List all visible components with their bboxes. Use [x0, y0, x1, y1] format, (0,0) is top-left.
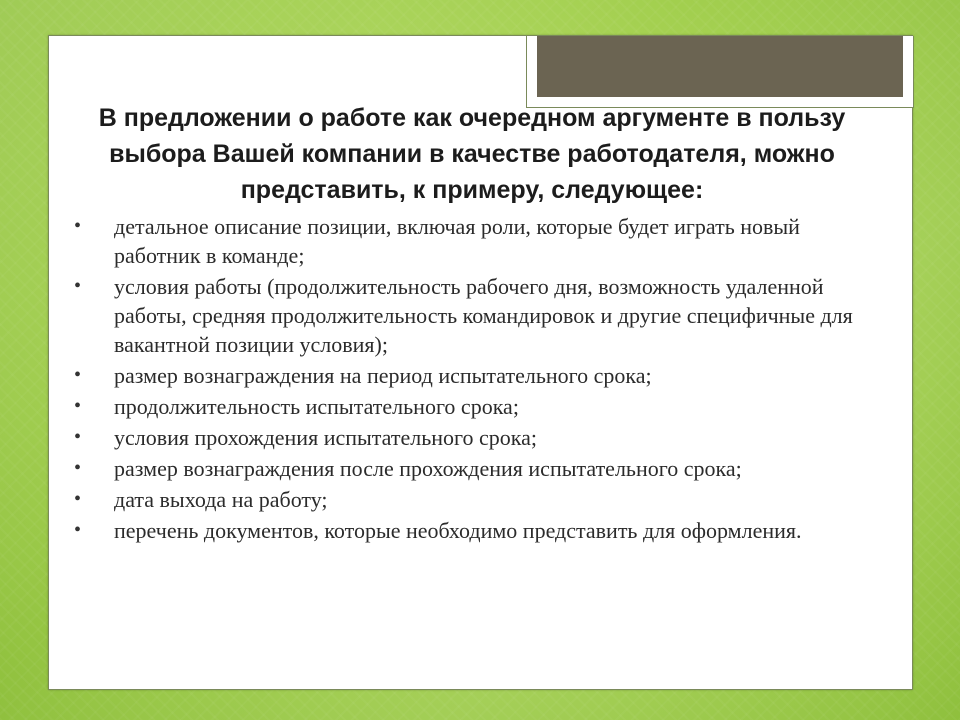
list-item-text: условия работы (продолжительность рабочего дня, возможность удаленной работы, средняя продолжительность командировок и другие специфичные для вакантной позиции условия);: [114, 274, 853, 357]
list-item: [62, 454, 882, 483]
slide-heading: В предложении о работе как очередном аргументе в пользу выбора Вашей компании в качестве работодателя, можно представить, к примеру, следующее:: [98, 104, 846, 204]
bullet-icon: •: [74, 275, 82, 297]
list-item-text: детальное описание позиции, включая роли, которые будет играть новый работник в команде;: [114, 214, 800, 268]
bullet-icon: •: [74, 426, 82, 448]
list-item: [62, 361, 882, 390]
list-item: [62, 485, 882, 514]
title-placeholder-block: [537, 36, 903, 97]
bullet-icon: •: [74, 488, 82, 510]
bullet-icon: •: [74, 215, 82, 237]
bullet-icon: •: [74, 519, 82, 541]
list-item-text: размер вознаграждения после прохождения испытательного срока;: [114, 456, 742, 481]
bullet-icon: •: [74, 457, 82, 479]
list-item: [62, 516, 882, 545]
bullet-icon: •: [74, 364, 82, 386]
list-item: [62, 212, 882, 270]
list-item: [62, 392, 882, 421]
slide-body: [62, 100, 882, 547]
bullet-list: [62, 212, 882, 545]
list-item-text: продолжительность испытательного срока;: [114, 394, 519, 419]
list-item-text: размер вознаграждения на период испытательного срока;: [114, 363, 652, 388]
bullet-icon: •: [74, 395, 82, 417]
list-item-text: условия прохождения испытательного срока;: [114, 425, 537, 450]
list-item-text: перечень документов, которые необходимо представить для оформления.: [114, 518, 802, 543]
list-item-text: дата выхода на работу;: [114, 487, 328, 512]
list-item: [62, 423, 882, 452]
title-placeholder-tab: [526, 36, 914, 108]
list-item: [62, 272, 882, 359]
